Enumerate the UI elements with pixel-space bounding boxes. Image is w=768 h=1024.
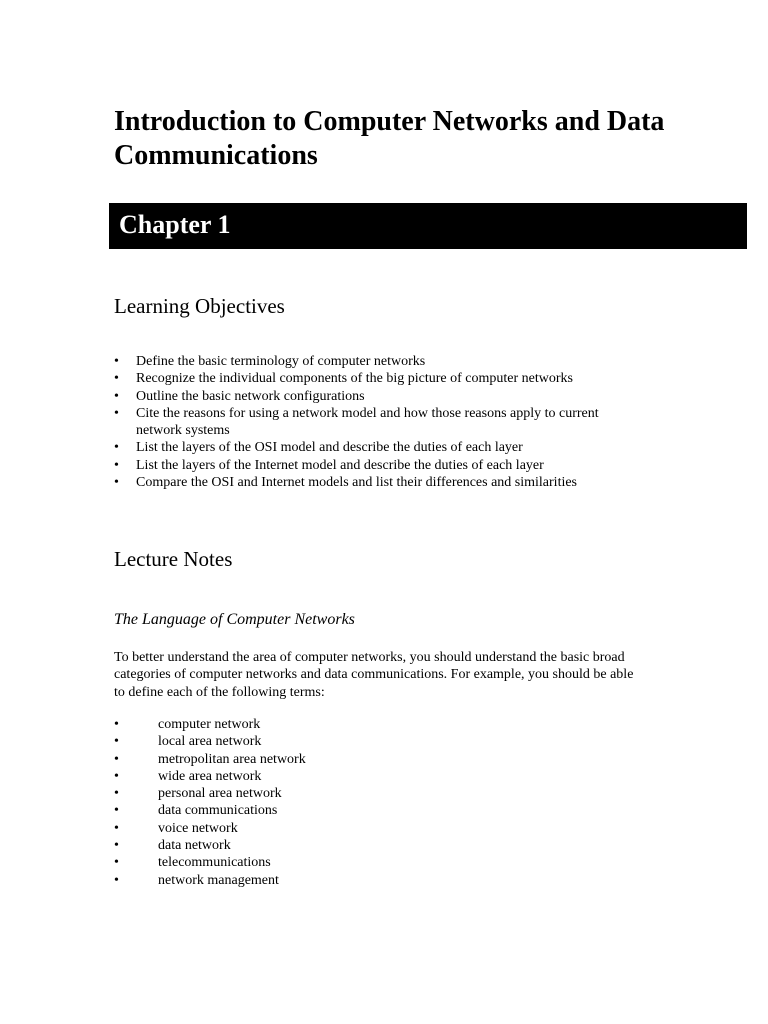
list-item	[114, 716, 514, 733]
list-item	[114, 388, 644, 405]
term-text: local area network	[158, 734, 262, 750]
intro-paragraph: To better understand the area of computer networks, you should understand the basic broad categories of computer networks and data communications. For example, you should be able to define each of the following terms:	[114, 650, 634, 700]
lecture-notes-heading: Lecture Notes	[114, 547, 233, 571]
bullet-icon: •	[114, 354, 119, 369]
list-item	[114, 872, 514, 889]
chapter-banner	[109, 203, 747, 249]
objective-text: Recognize the individual components of the big picture of computer networks	[136, 371, 573, 387]
bullet-icon: •	[114, 768, 119, 784]
objective-text: Compare the OSI and Internet models and list their differences and similarities	[136, 475, 578, 491]
objective-text: Define the basic terminology of computer networks	[136, 354, 426, 369]
learning-objectives-heading: Learning Objectives	[114, 294, 285, 318]
bullet-icon: •	[114, 405, 119, 421]
bullet-icon: •	[114, 838, 119, 854]
bullet-icon: •	[114, 475, 119, 491]
term-text: metropolitan area network	[158, 751, 306, 767]
list-item	[114, 370, 644, 387]
bullet-icon: •	[114, 440, 119, 456]
term-text: personal area network	[158, 786, 282, 802]
objective-text: Outline the basic network configurations	[136, 388, 365, 404]
list-item	[114, 751, 514, 768]
bullet-icon: •	[114, 855, 119, 871]
bullet-icon: •	[114, 371, 119, 387]
objective-text: List the layers of the Internet model and describe the duties of each layer	[136, 457, 544, 473]
list-item	[114, 837, 514, 854]
term-text: voice network	[158, 820, 238, 836]
bullet-icon: •	[114, 751, 119, 767]
bullet-icon: •	[114, 717, 119, 732]
bullet-icon: •	[114, 872, 119, 888]
term-text: data communications	[158, 803, 278, 819]
list-item	[114, 785, 514, 802]
term-text: data network	[158, 838, 231, 854]
list-item	[114, 457, 644, 474]
bullet-icon: •	[114, 803, 119, 819]
list-item	[114, 474, 644, 491]
list-item	[114, 353, 644, 370]
language-subheading: The Language of Computer Networks	[114, 611, 355, 628]
bullet-icon: •	[114, 734, 119, 750]
term-text: wide area network	[158, 768, 262, 784]
objective-text: Cite the reasons for using a network model and how those reasons apply to current network systems	[136, 405, 599, 439]
bullet-icon: •	[114, 388, 119, 404]
list-item	[114, 820, 514, 837]
list-item	[114, 733, 514, 750]
bullet-icon: •	[114, 457, 119, 473]
term-text: network management	[158, 872, 279, 888]
chapter-label: Chapter 1	[119, 210, 231, 239]
list-item	[114, 439, 644, 456]
document-title: Introduction to Computer Networks and Data Communications	[114, 106, 665, 171]
term-text: computer network	[158, 717, 261, 732]
learning-objectives-list	[114, 353, 644, 491]
bullet-icon: •	[114, 820, 119, 836]
objective-text: List the layers of the OSI model and describe the duties of each layer	[136, 440, 523, 456]
list-item	[114, 802, 514, 819]
list-item	[114, 405, 644, 440]
bullet-icon: •	[114, 786, 119, 802]
term-text: telecommunications	[158, 855, 271, 871]
list-item	[114, 854, 514, 871]
terms-list	[114, 716, 514, 889]
list-item	[114, 768, 514, 785]
